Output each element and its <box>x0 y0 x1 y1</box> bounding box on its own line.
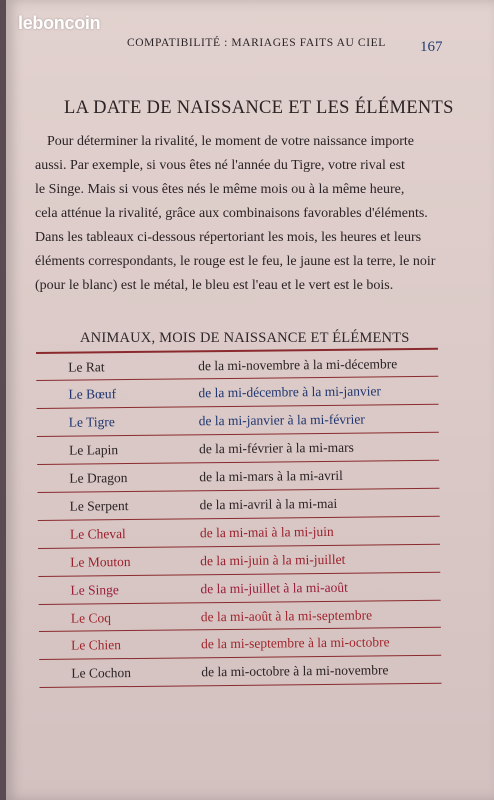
table-row <box>36 377 438 409</box>
animal-name: Le Rat <box>68 358 105 375</box>
paragraph-line: (pour le blanc) est le métal, le bleu est l'eau et le vert est le bois. <box>35 278 394 293</box>
body-paragraph <box>35 130 445 298</box>
table-row <box>37 461 439 493</box>
paragraph-line: le Singe. Mais si vous êtes nés le même mois ou à la même heure, <box>35 182 405 197</box>
book-page <box>6 0 494 800</box>
birth-period: de la mi-juin à la mi-juillet <box>200 551 346 569</box>
table-title: ANIMAUX, MOIS DE NAISSANCE ET ÉLÉMENTS <box>80 330 410 346</box>
paragraph-line: aussi. Par exemple, si vous êtes né l'année du Tigre, votre rival est <box>35 158 405 173</box>
paragraph-line: cela atténue la rivalité, grâce aux combinaisons favorables d'éléments. <box>35 206 428 221</box>
birth-period: de la mi-avril à la mi-mai <box>199 495 338 513</box>
birth-period: de la mi-mai à la mi-juin <box>199 523 334 541</box>
animal-name: Le Bœuf <box>68 386 117 403</box>
section-title: LA DATE DE NAISSANCE ET LES ÉLÉMENTS <box>64 98 454 118</box>
paragraph-line: Pour déterminer la rivalité, le moment de votre naissance importe <box>47 134 414 149</box>
paragraph-line: éléments correspondants, le rouge est le feu, le jaune est la terre, le noir <box>35 254 436 269</box>
birth-period: de la mi-décembre à la mi-janvier <box>198 383 382 401</box>
birth-period: de la mi-mars à la mi-avril <box>199 467 343 485</box>
page-number: 167 <box>420 39 443 55</box>
table-row <box>36 349 438 381</box>
birth-period: de la mi-septembre à la mi-octobre <box>200 634 390 652</box>
table-row <box>39 656 441 688</box>
animal-name: Le Serpent <box>69 497 129 514</box>
animal-name: Le Mouton <box>70 553 131 570</box>
table-row <box>38 517 440 549</box>
birth-period: de la mi-octobre à la mi-novembre <box>201 662 389 680</box>
table-row <box>37 405 439 437</box>
birth-period: de la mi-février à la mi-mars <box>198 439 354 457</box>
table-row <box>38 545 440 577</box>
table-row <box>38 572 440 604</box>
animal-name: Le Coq <box>70 609 111 626</box>
table-row <box>39 628 441 660</box>
animal-months-table <box>36 348 441 688</box>
birth-period: de la mi-août à la mi-septembre <box>200 607 373 624</box>
animal-name: Le Cheval <box>69 525 126 542</box>
animal-name: Le Lapin <box>68 442 119 458</box>
birth-period: de la mi-juillet à la mi-août <box>200 579 348 596</box>
animal-name: Le Tigre <box>68 414 115 430</box>
table-row <box>37 433 439 465</box>
paragraph-line: Dans les tableaux ci-dessous répertoriant les mois, les heures et leurs <box>35 230 422 245</box>
animal-name: Le Chien <box>70 637 122 654</box>
birth-period: de la mi-janvier à la mi-février <box>198 411 365 429</box>
animal-name: Le Dragon <box>69 470 128 486</box>
running-head: COMPATIBILITÉ : MARIAGES FAITS AU CIEL <box>127 37 386 49</box>
animal-name: Le Singe <box>70 581 119 598</box>
animal-name: Le Cochon <box>71 665 132 681</box>
birth-period: de la mi-novembre à la mi-décembre <box>198 355 398 373</box>
table-row <box>37 489 439 521</box>
leboncoin-watermark: leboncoin <box>18 13 101 33</box>
table-row <box>39 600 441 632</box>
